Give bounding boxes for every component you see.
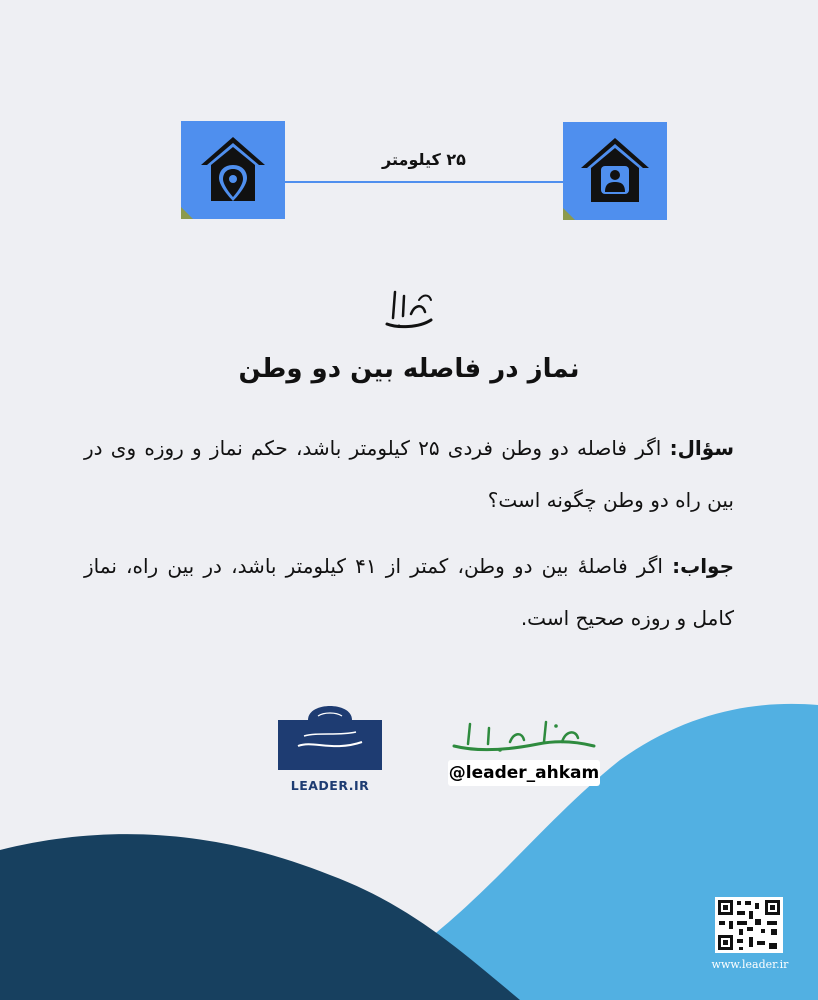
question-text: اگر فاصله دو وطن فردی ۲۵ کیلومتر باشد، حکم نماز و روزه وی در بین راه دو وطن چگونه است؟ <box>84 436 734 512</box>
website-url[interactable]: www.leader.ir <box>711 958 789 971</box>
leader-ir-label: LEADER.IR <box>290 778 370 793</box>
home-person-box <box>563 122 667 220</box>
page-title: نماز در فاصله بین دو وطن <box>238 354 580 384</box>
instagram-handle: @leader_ahkam <box>448 760 600 786</box>
office-calligraphy-icon <box>448 716 600 756</box>
qr-code-icon <box>715 897 783 953</box>
leader-ir-logo <box>278 706 382 793</box>
answer-paragraph <box>84 540 734 644</box>
distance-line <box>285 181 563 183</box>
distance-label: ۲۵ کیلومتر <box>382 150 466 169</box>
answer-text: اگر فاصلهٔ بین دو وطن، کمتر از ۴۱ کیلومتر باشد، در بین راه، نماز کامل و روزه صحیح است. <box>84 554 734 630</box>
calligraphy-emblem <box>379 282 439 332</box>
question-label: سؤال: <box>669 436 734 460</box>
house-person-icon <box>577 132 653 208</box>
wave-background <box>0 700 818 1000</box>
home-location-box <box>181 121 285 219</box>
house-location-icon <box>195 131 271 207</box>
leader-emblem-icon <box>278 706 382 770</box>
question-paragraph <box>84 422 734 526</box>
answer-label: جواب: <box>672 554 735 578</box>
